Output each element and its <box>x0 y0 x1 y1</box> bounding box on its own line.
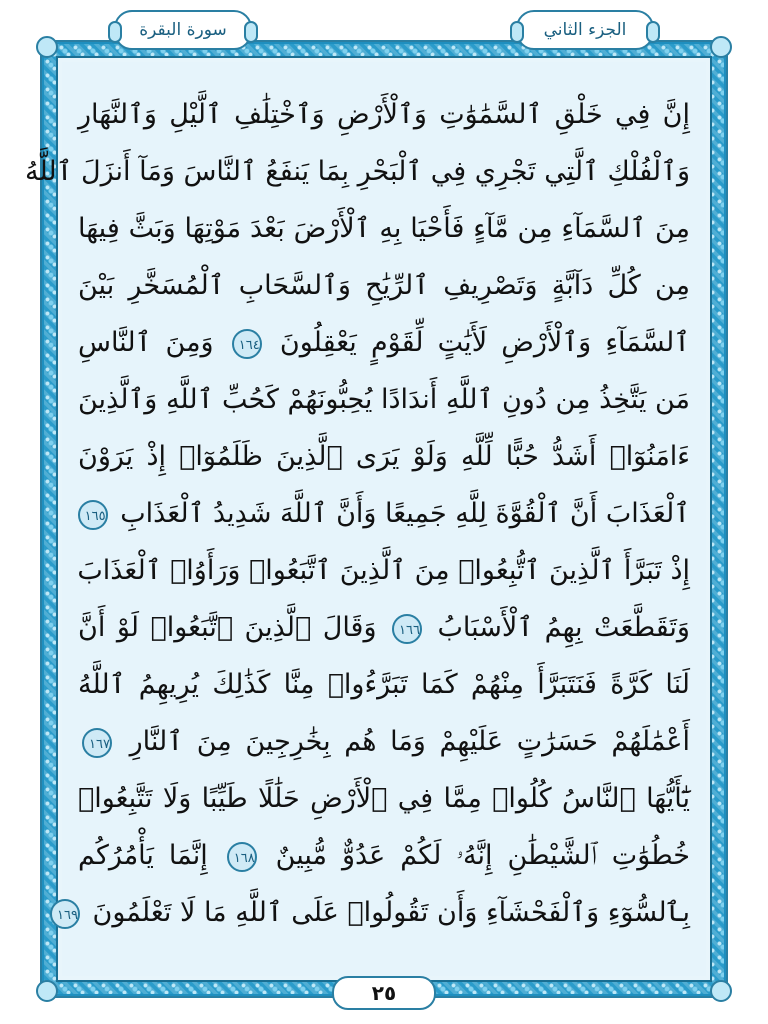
juz-label: الجزء الثاني <box>543 20 627 40</box>
verse-line-text: وَقَالَ ٱلَّذِينَ ٱتَّبَعُوا۟ لَوْ أَنَّ <box>78 612 377 643</box>
verse-line <box>56 884 690 941</box>
ayah-number-marker: ١٦٨ <box>227 842 257 872</box>
verse-line-text: إِنَّمَا يَأْمُرُكُم <box>78 840 208 871</box>
verse-line <box>78 713 690 770</box>
ayah-number-marker: ١٦٤ <box>232 329 262 359</box>
verse-line-text: مِن كُلِّ دَآبَّةٍ وَتَصْرِيفِ ٱلرِّيَٰحِ وَٱلسَّحَابِ ٱلْمُسَخَّرِ بَيْنَ <box>78 270 690 301</box>
ayah-number-marker: ١٦٦ <box>392 614 422 644</box>
ayah-number-marker: ١٦٩ <box>50 899 80 929</box>
verse-line <box>24 143 690 200</box>
verse-line <box>78 200 690 257</box>
verse-line-text: خُطُوَٰتِ ٱلشَّيْطَٰنِ إِنَّهُۥ لَكُمْ عَدُوٌّ مُّبِينٌ <box>275 840 690 871</box>
verse-line-text: إِذْ تَبَرَّأَ ٱلَّذِينَ ٱتُّبِعُوا۟ مِنَ ٱلَّذِينَ ٱتَّبَعُوا۟ وَرَأَوُا۟ ٱلْعَذَابَ <box>77 555 690 586</box>
verse-line <box>78 542 690 599</box>
surah-header <box>114 10 252 50</box>
verse-line-text: لَنَا كَرَّةً فَنَتَبَرَّأَ مِنْهُمْ كَمَا تَبَرَّءُوا۟ مِنَّا كَذَٰلِكَ يُرِيهِمُ ٱللَّهُ <box>78 669 690 700</box>
verse-line <box>78 485 690 542</box>
verse-line-text: وَتَقَطَّعَتْ بِهِمُ ٱلْأَسْبَابُ <box>437 612 690 643</box>
ayah-number-marker: ١٦٥ <box>78 500 108 530</box>
verse-line-text: بِٱلسُّوٓءِ وَٱلْفَحْشَآءِ وَأَن تَقُولُوا۟ عَلَى ٱللَّهِ مَا لَا تَعْلَمُونَ <box>92 897 690 928</box>
verse-line-text: ٱلسَّمَآءِ وَٱلْأَرْضِ لَأَيَٰتٍ لِّقَوْمٍ يَعْقِلُونَ <box>279 327 690 358</box>
verse-line <box>78 770 690 827</box>
juz-header <box>516 10 654 50</box>
verse-line-text: مَن يَتَّخِذُ مِن دُونِ ٱللَّهِ أَندَادًا يُحِبُّونَهُمْ كَحُبِّ ٱللَّهِ وَٱلَّذِينَ <box>78 384 690 415</box>
corner-ornament <box>36 36 58 58</box>
corner-ornament <box>710 980 732 1002</box>
corner-ornament <box>710 36 732 58</box>
verse-line-text: يَٰٓأَيُّهَا ٱلنَّاسُ كُلُوا۟ مِمَّا فِي ٱلْأَرْضِ حَلَٰلًا طَيِّبًا وَلَا تَتَّبِعُوا۟ <box>78 783 690 814</box>
verse-line-text: وَٱلْفُلْكِ ٱلَّتِي تَجْرِي فِي ٱلْبَحْرِ بِمَا يَنفَعُ ٱلنَّاسَ وَمَآ أَنزَلَ ٱللَّهُ <box>24 156 690 187</box>
ayah-number-marker: ١٦٧ <box>82 728 112 758</box>
verse-line-text: أَعْمَٰلَهُمْ حَسَرَٰتٍ عَلَيْهِمْ وَمَا هُم بِخَٰرِجِينَ مِنَ ٱلنَّارِ <box>129 726 690 757</box>
verse-line-text: مِنَ ٱلسَّمَآءِ مِن مَّآءٍ فَأَحْيَا بِهِ ٱلْأَرْضَ بَعْدَ مَوْتِهَا وَبَثَّ فِيهَا <box>78 213 690 244</box>
verse-line-text: وَمِنَ ٱلنَّاسِ <box>78 327 214 358</box>
verse-text-block <box>24 86 690 941</box>
verse-line <box>78 827 690 884</box>
verse-line <box>78 257 690 314</box>
verse-line <box>78 314 690 371</box>
surah-label: سورة البقرة <box>139 20 227 40</box>
verse-line <box>78 428 690 485</box>
verse-line <box>78 86 690 143</box>
corner-ornament <box>36 980 58 1002</box>
verse-line <box>78 371 690 428</box>
verse-line-text: ٱلْعَذَابَ أَنَّ ٱلْقُوَّةَ لِلَّهِ جَمِيعًا وَأَنَّ ٱللَّهَ شَدِيدُ ٱلْعَذَابِ <box>120 498 690 529</box>
page-number <box>332 976 436 1010</box>
page-number-text: ٢٥ <box>371 981 397 1005</box>
verse-line-text: إِنَّ فِي خَلْقِ ٱلسَّمَٰوَٰتِ وَٱلْأَرْضِ وَٱخْتِلَٰفِ ٱلَّيْلِ وَٱلنَّهَارِ <box>78 99 690 130</box>
verse-line <box>78 599 690 656</box>
verse-line-text: ءَامَنُوٓا۟ أَشَدُّ حُبًّا لِّلَّهِ وَلَوْ يَرَى ٱلَّذِينَ ظَلَمُوٓا۟ إِذْ يَرَوْنَ <box>78 441 690 472</box>
verse-line <box>78 656 690 713</box>
